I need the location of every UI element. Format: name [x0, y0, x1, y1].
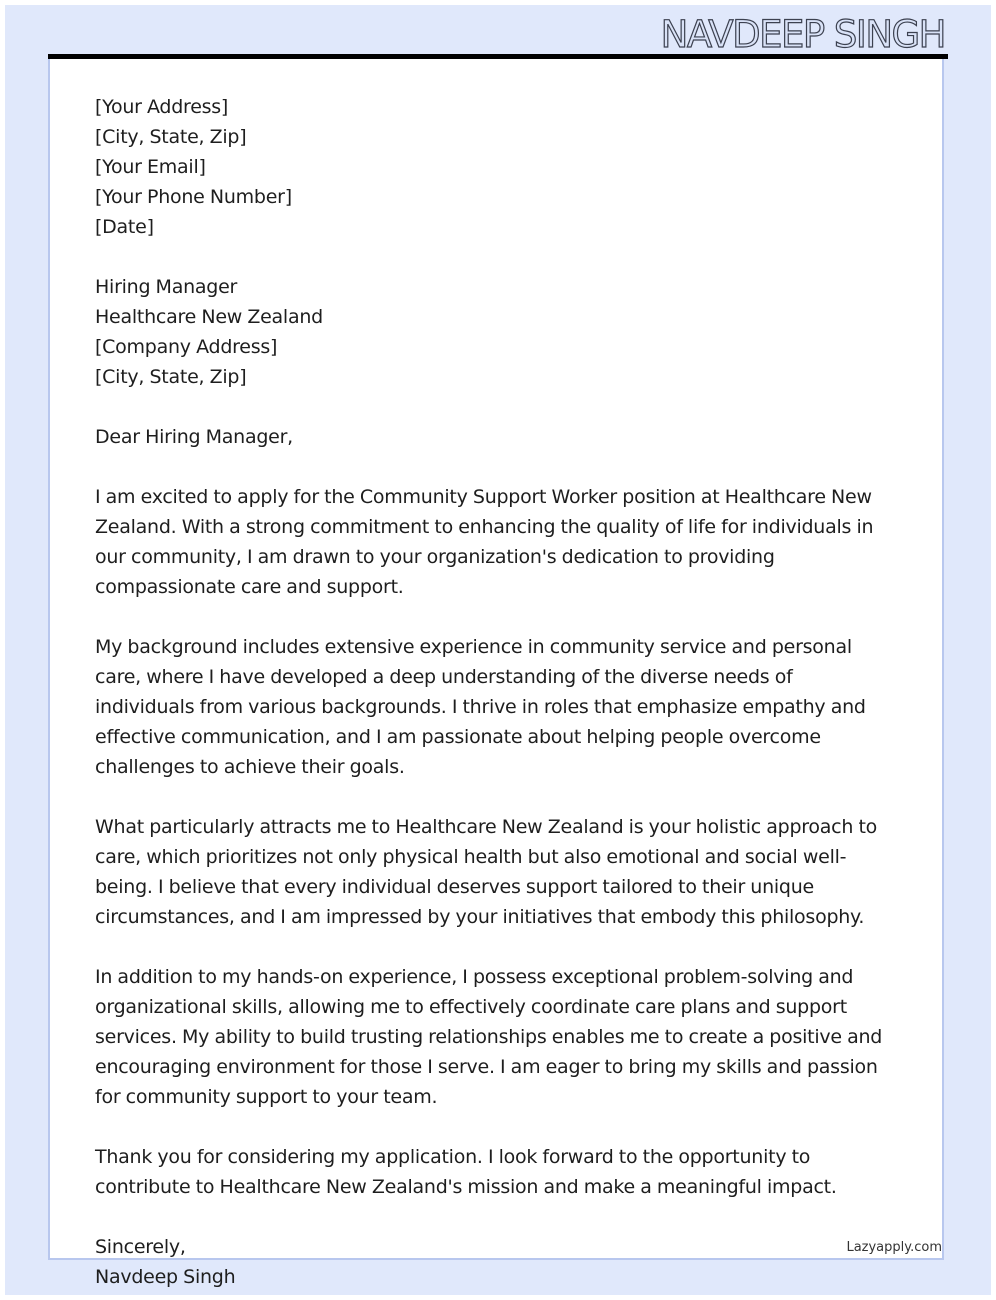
body-paragraph-5: Thank you for considering my application. I look forward to the opportunity to contribute to Healthcare New Zealand's mission and make a meaningful impact.	[95, 1146, 837, 1198]
recipient-address: [Company Address]	[95, 336, 278, 358]
closing-signoff: Sincerely,	[95, 1236, 186, 1258]
recipient-block	[95, 272, 895, 392]
sender-block	[95, 92, 895, 242]
body-paragraph-1: I am excited to apply for the Community Support Worker position at Healthcare New Zealand. With a strong commitment to enhancing the quality of life for individuals in our community, I am drawn to your organization's dedication to providing compassionate care and support.	[95, 486, 874, 598]
sender-email: [Your Email]	[95, 156, 206, 178]
salutation: Dear Hiring Manager,	[95, 426, 293, 448]
letter-date: [Date]	[95, 216, 154, 238]
cover-letter-body	[95, 92, 895, 1292]
body-paragraph-4: In addition to my hands-on experience, I possess exceptional problem-solving and organizational skills, allowing me to effectively coordinate care plans and support services. My ability to build trusting relationships enables me to create a positive and encouraging environment for those I serve. I am eager to bring my skills and passion for community support to your team.	[95, 966, 883, 1108]
body-paragraph-2: My background includes extensive experience in community service and personal care, where I have developed a deep understanding of the diverse needs of individuals from various backgrounds. I thrive in roles that emphasize empathy and effective communication, and I am passionate about helping people overcome challenges to achieve their goals.	[95, 636, 866, 778]
sender-city-state-zip: [City, State, Zip]	[95, 126, 247, 148]
recipient-title: Hiring Manager	[95, 276, 238, 298]
applicant-name-heading: NAVDEEP SINGH	[660, 13, 945, 56]
watermark-text: Lazyapply.com	[846, 1240, 942, 1255]
recipient-company: Healthcare New Zealand	[95, 306, 323, 328]
recipient-city-state-zip: [City, State, Zip]	[95, 366, 247, 388]
closing-block	[95, 1232, 895, 1292]
body-paragraph-3: What particularly attracts me to Healthcare New Zealand is your holistic approach to care, which prioritizes not only physical health but also emotional and social well-being. I believe that every individual deserves support tailored to their unique circumstances, and I am impressed by your initiatives that embody this philosophy.	[95, 816, 878, 928]
closing-name: Navdeep Singh	[95, 1266, 236, 1288]
sender-phone: [Your Phone Number]	[95, 186, 292, 208]
sender-address: [Your Address]	[95, 96, 229, 118]
